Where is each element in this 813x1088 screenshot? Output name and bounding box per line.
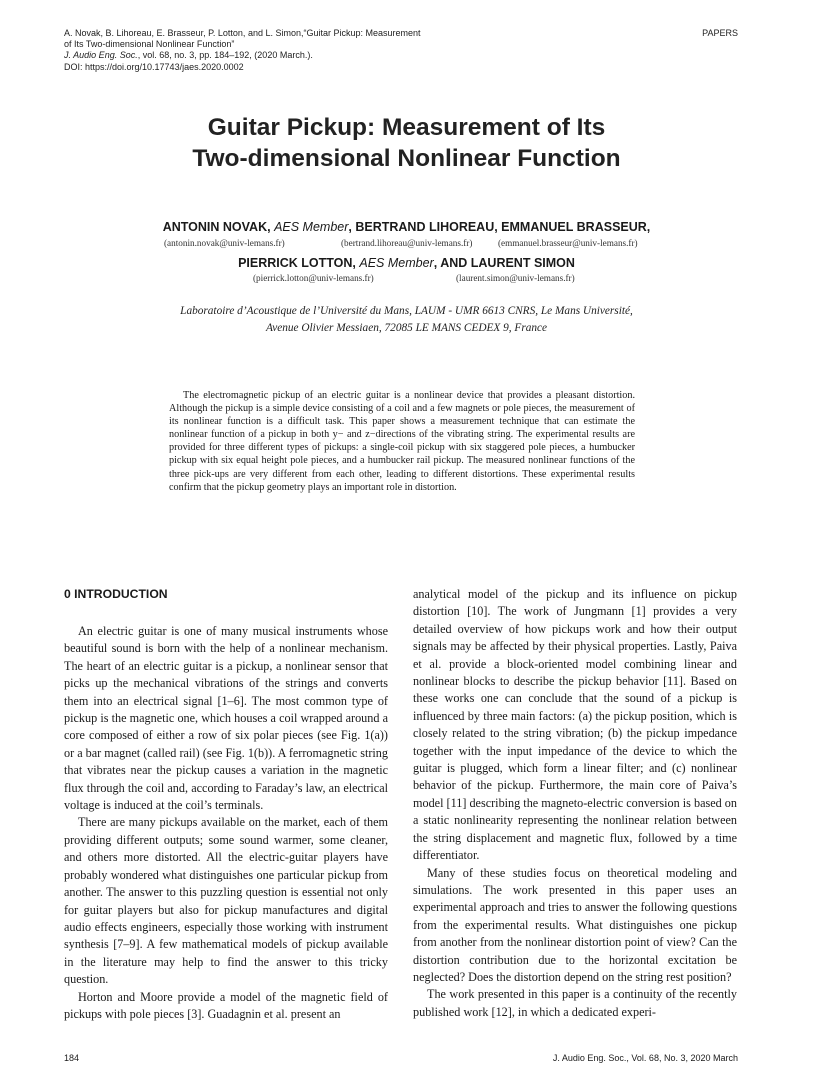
paragraph: An electric guitar is one of many musical instruments whose beautiful sound is born with the help of a nonlinear mechanism. The heart of an electric guitar is a pickup, a nonlinear sensor that picks up the mechanical vibrations of the strings and converts them into an electrical signal [1–6]. The most common type of pickup is the magnetic one, which houses a coil wrapped around a core composed of either a row of six polar pieces (see Fig. 1(a)) or a bar magnet (called rail) (see Fig. 1(b)). A ferromagnetic string that vibrates near the pickup causes a variation in the magnetic flux through the coil and, according to Faraday’s law, an electrical voltage is induced at the coil’s terminals. <box>64 624 388 813</box>
author-simon: , AND LAURENT SIMON <box>433 256 575 270</box>
citation-journal: J. Audio Eng. Soc. <box>64 50 138 61</box>
citation-volume: , vol. 68, no. 3, pp. 184–192, (2020 March.). <box>137 50 313 61</box>
title-line-2: Two-dimensional Nonlinear Function <box>192 145 621 172</box>
citation-line-1: A. Novak, B. Lihoreau, E. Brasseur, P. Lotton, and L. Simon,“Guitar Pickup: Measurement <box>64 28 421 38</box>
affiliation-line-1: Laboratoire d’Acoustique de l’Université du Mans, LAUM - UMR 6613 CNRS, Le Mans Université, <box>180 305 633 317</box>
citation-block <box>64 28 484 73</box>
body-column-left <box>64 586 388 1023</box>
email-novak[interactable]: (antonin.novak@univ-lemans.fr) <box>164 238 285 248</box>
doi-link[interactable]: DOI: https://doi.org/10.17743/jaes.2020.0002 <box>64 61 244 72</box>
paragraph: The work presented in this paper is a continuity of the recently published work [12], in which a dedicated experi- <box>413 987 737 1019</box>
author-novak: ANTONIN NOVAK, <box>162 220 275 234</box>
citation-line-3 <box>64 50 484 61</box>
paragraph: Horton and Moore provide a model of the magnetic field of pickups with pole pieces [3]. Guadagnin et al. present an <box>64 989 388 1021</box>
aes-member-label: AES Member <box>274 220 349 234</box>
paragraph: There are many pickups available on the market, each of them providing different outputs; some sound warmer, some cleaner, and others more distorted. All the electric-guitar players have probably wondered what distinguishes one particular pickup from another. The answer to this puzzling question is essential not only for guitar players but also for pickup manufactures and digital audio effects engineers, especially those working with instrument synthesis [7–9]. A few mathematical models of pickup available in the literature may help to find the answer to this tricky question. <box>64 815 388 987</box>
abstract: The electromagnetic pickup of an electric guitar is a nonlinear device that provides a pleasant distortion. Although the pickup is a simple device consisting of a coil and a few magnets or pole pieces, the measurement of its nonlinear function is a difficult task. This paper shows a measurement technique that can estimate the nonlinear function of a pickup in both y− and z−directions of the vibrating string. The experimental results are provided for three different types of pickups: a single-coil pickup with six staggered pole pieces, a humbucker pickup with six equal height pole pieces, and a humbucker rail pickup. The measured nonlinear functions of the three pick-ups are very different from each other, leading to different distortions. These experimental results confirm that the pickup geometry plays an important role in distortion. <box>169 390 635 493</box>
affiliation-line-2: Avenue Olivier Messiaen, 72085 LE MANS CEDEX 9, France <box>265 322 548 334</box>
section-tag: PAPERS <box>702 28 738 38</box>
email-lihoreau[interactable]: (bertrand.lihoreau@univ-lemans.fr) <box>341 238 473 248</box>
author-line-1 <box>0 220 813 234</box>
authors-lihoreau-brasseur: , BERTRAND LIHOREAU, EMMANUEL BRASSEUR, <box>348 220 651 234</box>
aes-member-label-2: AES Member <box>359 256 434 270</box>
section-heading-introduction: 0 INTRODUCTION <box>64 587 168 601</box>
page-number: 184 <box>64 1053 80 1063</box>
body-column-right <box>413 586 737 1021</box>
paragraph: Many of these studies focus on theoretical modeling and simulations. The work presented in this paper uses an experimental approach and tries to answer the following questions from the experimental results. What distinguishes one pickup from another from the nonlinear distortion point of view? Can the distortion contribution due to the horizontal excitation be neglected? Does the distortion depend on the string rest position? <box>413 865 737 984</box>
title-line-1: Guitar Pickup: Measurement of Its <box>207 114 606 141</box>
author-lotton: PIERRICK LOTTON, <box>238 256 360 270</box>
affiliation <box>0 303 813 337</box>
email-brasseur[interactable]: (emmanuel.brasseur@univ-lemans.fr) <box>498 238 638 248</box>
journal-footer: J. Audio Eng. Soc., Vol. 68, No. 3, 2020 March <box>552 1053 738 1063</box>
citation-line-2: of Its Two-dimensional Nonlinear Function” <box>64 39 235 50</box>
paper-title <box>0 112 813 174</box>
email-lotton[interactable]: (pierrick.lotton@univ-lemans.fr) <box>253 273 374 283</box>
email-simon[interactable]: (laurent.simon@univ-lemans.fr) <box>456 273 575 283</box>
paragraph: analytical model of the pickup and its influence on pickup distortion [10]. The work of Jungmann [1] provides a very detailed overview of how pickups work and how their output signals may be affected by their physical properties. Lastly, Paiva et al. provide a block-oriented model combining linear and nonlinear blocks to describe the pickup behavior [11]. Based on these works one can conclude that the sound of a pickup is influenced by three main factors: (a) the pickup position, which is closely related to the string vibration; (b) the pickup impedance together with the input impedance of the device to which the guitar is plugged, which form a linear filter; and (c) nonlinear behavior of the pickup. Furthermore, the main core of Paiva’s model [11] describing the magneto-electric conversion is based on a static nonlinearity representing the nonlinear relation between the string displacement and magnetic flux, followed by a time differentiator. <box>413 587 737 863</box>
author-line-2 <box>0 256 813 270</box>
